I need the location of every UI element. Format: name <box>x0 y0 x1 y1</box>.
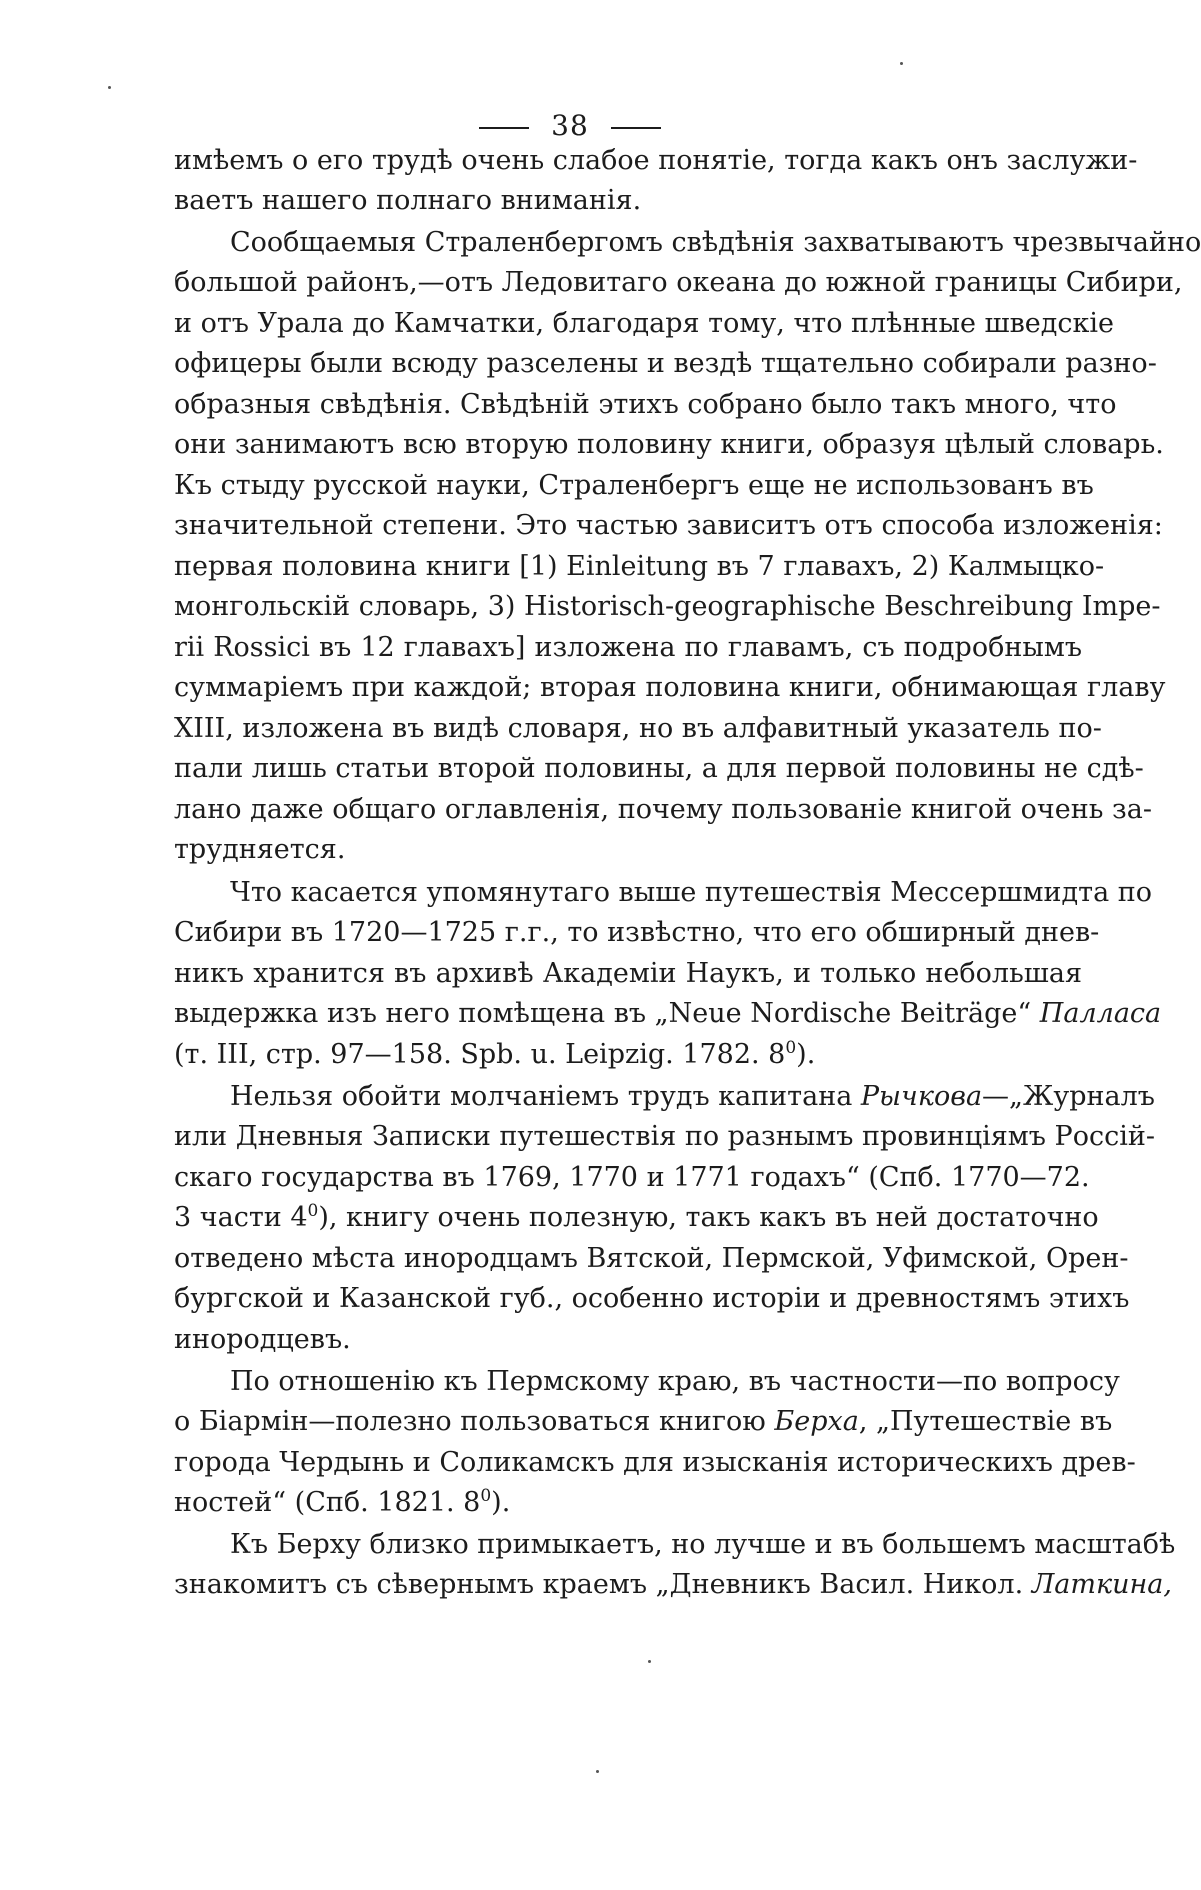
text-segment: 3 части 4 <box>174 1202 308 1233</box>
text-line: и отъ Урала до Камчатки, благодаря тому, что плѣнные шведскіе <box>174 308 1115 339</box>
text-line: значительной степени. Это частью зависитъ отъ способа изложенія: <box>174 510 1163 541</box>
text-line <box>174 1483 1082 1523</box>
text-line: никъ хранится въ архивѣ Академіи Наукъ, и только небольшая <box>174 958 1082 989</box>
text-line: они занимаютъ всю вторую половину книги, образуя цѣлый словарь. <box>174 429 1164 460</box>
text-line <box>230 1077 1155 1117</box>
text-line: офицеры были всюду разселены и вездѣ тщательно собирали разно- <box>174 348 1157 379</box>
text-line: Сибири въ 1720—1725 г.г., то извѣстно, что его обширный днев- <box>174 917 1100 948</box>
text-line: Къ стыду русской науки, Страленбергъ еще не использованъ въ <box>174 470 1094 501</box>
text-segment: , „Путешествіе въ <box>858 1406 1113 1437</box>
text-line: суммаріемъ при каждой; вторая половина книги, обнимающая главу <box>174 672 1166 703</box>
text-segment: ). <box>796 1039 816 1070</box>
text-line: имѣемъ о его трудѣ очень слабое понятіе, тогда какъ онъ заслужи- <box>174 145 1138 176</box>
text-line: Къ Берху близко примыкаетъ, но лучше и въ большемъ масштабѣ <box>230 1529 1176 1560</box>
text-segment: выдержка изъ него помѣщена въ „Neue Nordische Beiträge“ <box>174 998 1040 1029</box>
page-number: 38 <box>551 109 589 142</box>
text-line: инородцевъ. <box>174 1324 351 1355</box>
text-line <box>174 1035 1082 1075</box>
scan-speck <box>596 1770 599 1773</box>
text-line: Что касается упомянутаго выше путешествія Мессершмидта по <box>230 877 1153 908</box>
text-line: Сообщаемыя Страленбергомъ свѣдѣнія захватываютъ чрезвычайно <box>230 227 1201 258</box>
superscript: 0 <box>307 1201 319 1221</box>
text-line: rii Rossici въ 12 главахъ] изложена по главамъ, съ подробнымъ <box>174 632 1082 663</box>
italic-author-name: Берха <box>774 1406 859 1437</box>
scan-speck <box>648 1660 651 1663</box>
text-line: монгольскій словарь, 3) Historisch-geographische Beschreibung Impe- <box>174 591 1161 622</box>
scan-speck <box>900 62 903 65</box>
text-segment: знакомитъ съ сѣвернымъ краемъ „Дневникъ Васил. Никол. <box>174 1569 1032 1600</box>
text-line <box>174 994 1162 1034</box>
text-line: ваетъ нашего полнаго вниманія. <box>174 185 642 216</box>
superscript: 0 <box>785 1038 797 1058</box>
italic-author-name: Латкина, <box>1031 1569 1172 1600</box>
text-line <box>174 1565 1172 1605</box>
text-line: пали лишь статьи второй половины, а для первой половины не сдѣ- <box>174 753 1144 784</box>
right-dash <box>611 127 661 129</box>
text-line: По отношенію къ Пермскому краю, въ частности—по вопросу <box>230 1366 1120 1397</box>
text-line <box>174 1402 1113 1442</box>
text-segment: —„Журналъ <box>982 1081 1155 1112</box>
scan-speck <box>108 86 111 89</box>
text-line: образныя свѣдѣнія. Свѣдѣній этихъ собрано было такъ много, что <box>174 389 1117 420</box>
italic-author-name: Рычкова <box>860 1081 983 1112</box>
text-segment: ), книгу очень полезную, такъ какъ въ ней достаточно <box>318 1202 1099 1233</box>
text-segment: ). <box>491 1487 511 1518</box>
text-segment: ностей“ (Спб. 1821. 8 <box>174 1487 481 1518</box>
text-segment: о Біармін—полезно пользоваться книгою <box>174 1406 775 1437</box>
text-line: отведено мѣста инородцамъ Вятской, Пермской, Уфимской, Орен- <box>174 1243 1129 1274</box>
text-line: большой районъ,—отъ Ледовитаго океана до южной границы Сибири, <box>174 267 1183 298</box>
page-number-header <box>0 106 1140 146</box>
text-line: или Дневныя Записки путешествія по разнымъ провинціямъ Россій- <box>174 1121 1155 1152</box>
text-line: XIII, изложена въ видѣ словаря, но въ алфавитный указатель по- <box>174 713 1102 744</box>
text-line <box>174 1198 1099 1238</box>
text-line: трудняется. <box>174 834 346 865</box>
superscript: 0 <box>480 1486 492 1506</box>
text-line: первая половина книги [1) Einleitung въ 7 главахъ, 2) Калмыцко- <box>174 551 1105 582</box>
left-dash <box>479 127 529 129</box>
text-line: бургской и Казанской губ., особенно исторіи и древностямъ этихъ <box>174 1283 1130 1314</box>
text-line: лано даже общаго оглавленія, почему пользованіе книгой очень за- <box>174 794 1152 825</box>
text-line: скаго государства въ 1769, 1770 и 1771 годахъ“ (Спб. 1770—72. <box>174 1162 1090 1193</box>
italic-author-name: Палласа <box>1039 998 1162 1029</box>
text-segment: (т. III, стр. 97—158. Spb. u. Leipzig. 1782. 8 <box>174 1039 786 1070</box>
text-line: города Чердынь и Соликамскъ для изысканія историческихъ древ- <box>174 1447 1136 1478</box>
text-segment: Нельзя обойти молчаніемъ трудъ капитана <box>230 1081 861 1112</box>
